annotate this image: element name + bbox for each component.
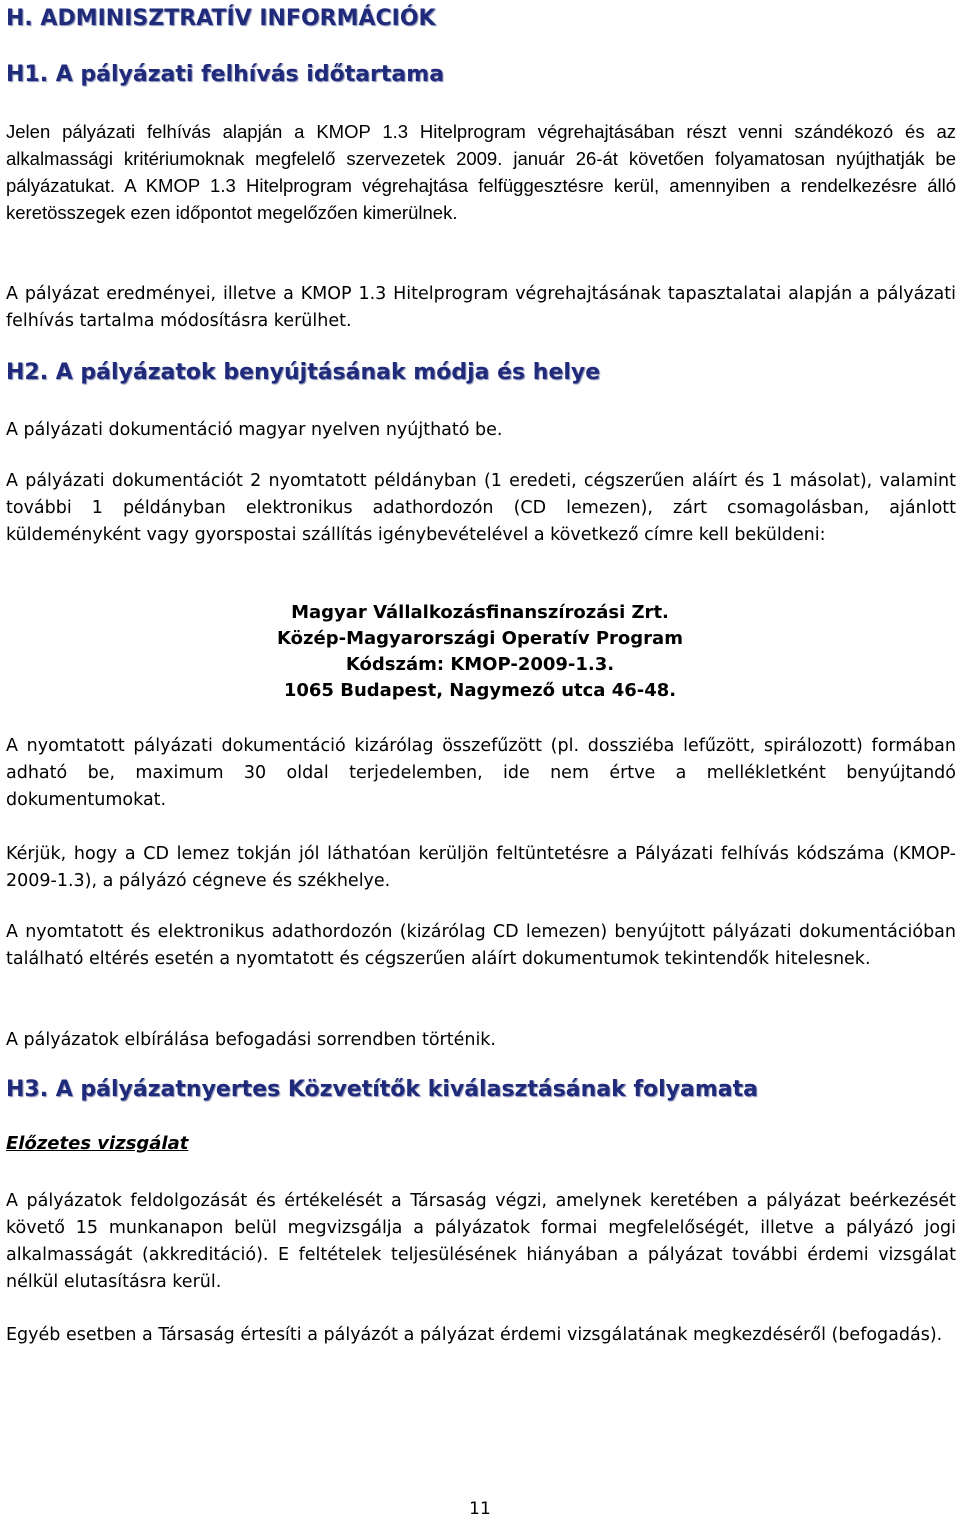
paragraph-evaluation-order: A pályázatok elbírálása befogadási sorrendben történik. [6, 1030, 496, 1050]
paragraph-notification: Egyéb esetben a Társaság értesíti a pályázót a pályázat érdemi vizsgálatának megkezdéséről (befogadás). [6, 1325, 943, 1345]
heading-h2: H2. A pályázatok benyújtásának módja és helye [6, 360, 601, 385]
heading-h3: H3. A pályázatnyertes Közvetítők kiválasztásának folyamata [6, 1077, 758, 1102]
paragraph-language: A pályázati dokumentáció magyar nyelven nyújtható be. [6, 420, 503, 440]
section-title: H. ADMINISZTRATÍV INFORMÁCIÓK [6, 6, 436, 31]
paragraph-duration: Jelen pályázati felhívás alapján a KMOP 1.3 Hitelprogram végrehajtásában részt venni szándékozó és az alkalmassági kritériumoknak megfelelő szervezetek 2009. január 26-át követően folyamatosan nyújthatják be pályázatukat. A KMOP 1.3 Hitelprogram végrehajtása felfüggesztésre kerül, amennyiben a rendelkezésre álló keretösszegek ezen időpontot megelőzően kimerülnek. [6, 121, 956, 223]
address-program: Közép-Magyarországi Operatív Program [277, 628, 683, 649]
page-number: 11 [469, 1499, 491, 1519]
address-street: 1065 Budapest, Nagymező utca 46-48. [283, 680, 677, 701]
paragraph-discrepancy: A nyomtatott és elektronikus adathordozón (kizárólag CD lemezen) benyújtott pályázati dokumentációban található eltérés esetén a nyomtatott és cégszerűen aláírt dokumentumok tekintendők hitelesnek. [6, 922, 956, 969]
heading-h1: H1. A pályázati felhívás időtartama [6, 62, 445, 87]
paragraph-modification: A pályázat eredményei, illetve a KMOP 1.3 Hitelprogram végrehajtásának tapasztalatai alapján a pályázati felhívás tartalma módosításra kerülhet. [6, 284, 956, 331]
address-company: Magyar Vállalkozásfinanszírozási Zrt. [291, 602, 669, 623]
subheading-preliminary-review: Előzetes vizsgálat [6, 1133, 189, 1154]
paragraph-processing: A pályázatok feldolgozását és értékelését a Társaság végzi, amelynek keretében a pályázat beérkezését követő 15 munkanapon belül megvizsgálja a pályázatok formai megfelelőségét, illetve a pályázó jogi alkalmasságát (akkreditáció). E feltételek teljesülésének hiányában a pályázat további érdemi vizsgálat nélkül elutasításra kerül. [6, 1191, 956, 1292]
paragraph-binding: A nyomtatott pályázati dokumentáció kizárólag összefűzött (pl. dossziéba lefűzött, spirálozott) formában adható be, maximum 30 oldal terjedelemben, ide nem értve a mellékletként benyújtandó dokumentumokat. [6, 736, 956, 810]
paragraph-cd-label: Kérjük, hogy a CD lemez tokján jól láthatóan kerüljön feltüntetésre a Pályázati felhívás kódszáma (KMOP-2009-1.3), a pályázó cégneve és székhelye. [6, 844, 956, 891]
paragraph-submission: A pályázati dokumentációt 2 nyomtatott példányban (1 eredeti, cégszerűen aláírt és 1 másolat), valamint további 1 példányban elektronikus adathordozón (CD lemezen), zárt csomagolásban, ajánlott küldeményként vagy gyorspostai szállítás igénybevételével a következő címre kell beküldeni: [6, 471, 956, 545]
address-code: Kódszám: KMOP-2009-1.3. [345, 654, 615, 675]
address-block [0, 600, 960, 704]
